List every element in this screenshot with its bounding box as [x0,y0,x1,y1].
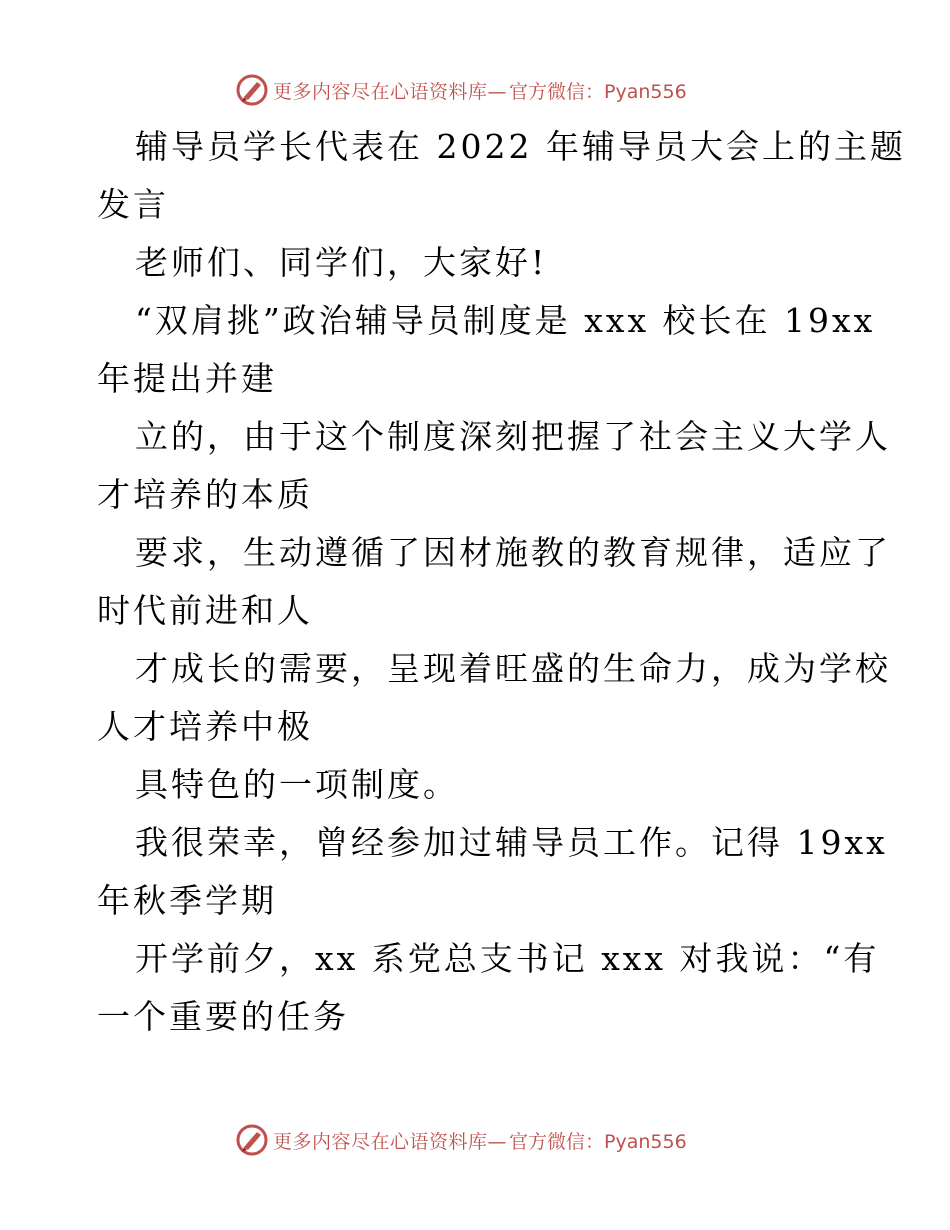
doc-line: 老师们、同学们，大家好! [135,243,548,282]
doc-line: “双肩挑”政治辅导员制度是 xxx 校长在 19xx [135,301,876,340]
header-watermark [235,70,687,110]
watermark-text: 更多内容尽在心语资料库— [273,1130,508,1153]
doc-line: 开学前夕，xx 系党总支书记 xxx 对我说：“有 [135,939,880,978]
doc-line: 一个重要的任务 [97,997,349,1036]
doc-line: 发言 [97,185,169,224]
doc-line: 辅导员学长代表在 2022 年辅导员大会上的主题 [135,127,906,166]
doc-line: 具特色的一项制度。 [135,765,459,804]
watermark-wechat: 官方微信：Pyan556 [509,1130,687,1153]
doc-line: 要求，生动遵循了因材施教的教育规律，适应了 [135,533,891,572]
pen-logo-icon [235,73,269,107]
doc-line: 立的，由于这个制度深刻把握了社会主义大学人 [135,417,891,456]
doc-line: 才培养的本质 [97,475,313,514]
doc-line: 时代前进和人 [97,591,313,630]
doc-line: 才成长的需要，呈现着旺盛的生命力，成为学校 [135,649,891,688]
pen-logo-icon [235,1123,269,1157]
document-body [97,118,906,1046]
watermark-text: 更多内容尽在心语资料库— [273,80,508,103]
footer-watermark [235,1120,687,1160]
watermark-wechat: 官方微信：Pyan556 [509,80,687,103]
doc-line: 人才培养中极 [97,707,313,746]
doc-line: 年提出并建 [97,359,277,398]
doc-line: 我很荣幸，曾经参加过辅导员工作。记得 19xx [135,823,888,862]
doc-line: 年秋季学期 [97,881,277,920]
